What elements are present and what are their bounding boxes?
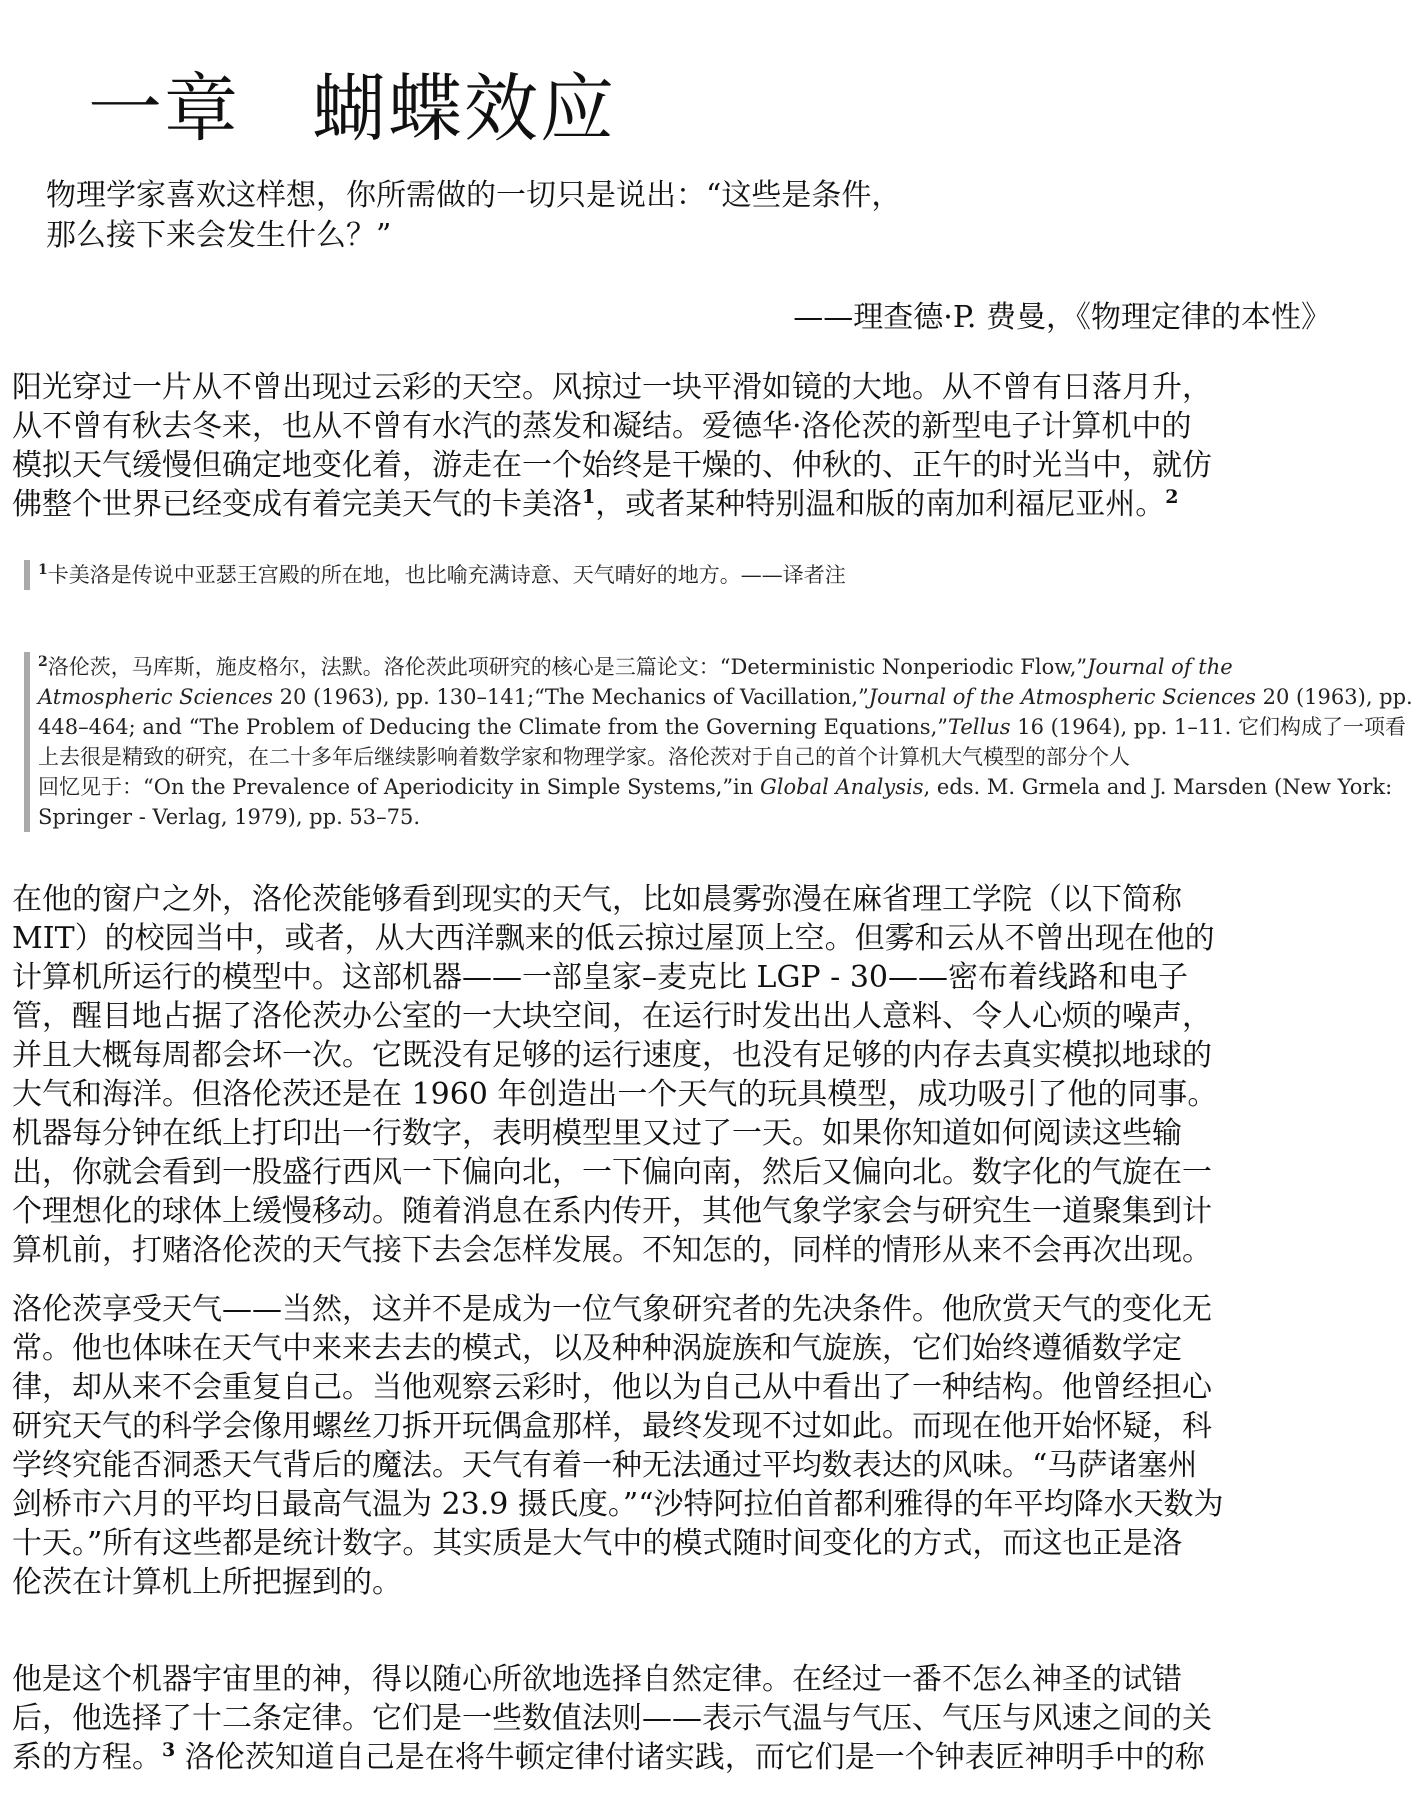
footnote-2 [24,652,1413,832]
footnote-line [38,560,1383,590]
text-line: 大气和海洋。但洛伦茨还是在 1960 年创造出一个天气的玩具模型，成功吸引了他的同事。 [12,1077,1218,1112]
text-line [12,485,1387,524]
epigraph-attribution: ——理查德·P. 费曼，《物理定律的本性》 [793,300,1331,335]
paragraph-4 [12,1660,1387,1777]
chapter-name: 蝴蝶效应 [312,66,616,152]
text-fragment: 448–464; and “The Problem of Deducing the Climate from the Governing Equations,” [38,715,948,739]
footnote-1 [24,560,1383,590]
text-line: 个理想化的球体上缓慢移动。随着消息在系内传开，其他气象学家会与研究生一道聚集到计 [12,1194,1212,1229]
footnote-ref-1[interactable]: 1 [582,486,596,508]
text-fragment: 系的方程。 [12,1740,162,1775]
text-line: 学终究能否洞悉天气背后的魔法。天气有着一种无法通过平均数表达的风味。“马萨诸塞州 [12,1448,1198,1483]
paragraph-2 [12,880,1387,1270]
epigraph [46,176,1326,256]
footnote-marker: 2 [38,654,48,670]
paragraph-3 [12,1290,1387,1602]
text-line: 计算机所运行的模型中。这部机器——一部皇家–麦克比 LGP - 30——密布着线路和电子 [12,960,1188,995]
footnote-ref-2[interactable]: 2 [1165,486,1179,508]
text-fragment: 洛伦茨知道自己是在将牛顿定律付诸实践，而它们是一个钟表匠神明手中的称 [175,1740,1205,1775]
footnote-marker: 1 [38,562,48,578]
epigraph-line: 那么接下来会发生什么？” [46,218,392,253]
text-line: 剑桥市六月的平均日最高气温为 23.9 摄氏度。”“沙特阿拉伯首都利雅得的年平均降水天数为 [12,1487,1224,1522]
text-line: 洛伦茨享受天气——当然，这并不是成为一位气象研究者的先决条件。他欣赏天气的变化无 [12,1292,1212,1327]
text-line: 在他的窗户之外，洛伦茨能够看到现实的天气，比如晨雾弥漫在麻省理工学院（以下简称 [12,882,1182,917]
text-fragment: 洛伦茨，马库斯，施皮格尔，法默。洛伦茨此项研究的核心是三篇论文：“Deterministic Nonperiodic Flow,” [47,655,1088,679]
footnote-line [38,772,1393,802]
footnote-ref-3[interactable]: 3 [162,1739,176,1761]
footnote-line [38,682,1413,712]
footnote-text: 卡美洛是传说中亚瑟王宫殿的所在地，也比喻充满诗意、天气晴好的地方。——译者注 [47,563,846,587]
text-fragment: 佛整个世界已经变成有着完美天气的卡美洛 [12,487,582,522]
text-fragment: 20 (1963), pp. [1255,685,1413,709]
text-line: 阳光穿过一片从不曾出现过云彩的天空。风掠过一块平滑如镜的大地。从不曾有日落月升， [12,370,1212,405]
text-line: 并且大概每周都会坏一次。它既没有足够的运行速度，也没有足够的内存去真实模拟地球的 [12,1038,1212,1073]
text-fragment: 回忆见于：“On the Prevalence of Aperiodicity in Simple Systems,”in [38,775,760,799]
journal-title: Journal of the Atmospheric Sciences [868,685,1256,709]
book-title: Global Analysis [759,775,924,799]
text-fragment: 20 (1963), pp. 130–141;“The Mechanics of Vacillation,” [272,685,869,709]
text-line: 管，醒目地占据了洛伦茨办公室的一大块空间，在运行时发出出人意料、令人心烦的噪声， [12,999,1212,1034]
footnote-line: Springer - Verlag, 1979), pp. 53–75. [38,805,421,829]
journal-title: Tellus [948,715,1011,739]
text-line: 算机前，打赌洛伦茨的天气接下去会怎样发展。不知怎的，同样的情形从来不会再次出现。 [12,1233,1212,1268]
text-line: 研究天气的科学会像用螺丝刀拆开玩偶盒那样，最终发现不过如此。而现在他开始怀疑，科 [12,1409,1212,1444]
text-fragment: 16 (1964), pp. 1–11. 它们构成了一项看 [1010,715,1406,739]
epigraph-line: 物理学家喜欢这样想，你所需做的一切只是说出：“这些是条件， [46,178,902,213]
journal-title: Atmospheric Sciences [38,685,273,709]
text-line: 他是这个机器宇宙里的神，得以随心所欲地选择自然定律。在经过一番不怎么神圣的试错 [12,1662,1182,1697]
text-line: 机器每分钟在纸上打印出一行数字，表明模型里又过了一天。如果你知道如何阅读这些输 [12,1116,1182,1151]
text-line: 后，他选择了十二条定律。它们是一些数值法则——表示气温与气压、气压与风速之间的关 [12,1701,1212,1736]
text-fragment: ，或者某种特别温和版的南加利福尼亚州。 [595,487,1166,522]
text-line [12,1738,1387,1777]
footnote-line [38,712,1406,742]
text-line: MIT）的校园当中，或者，从大西洋飘来的低云掠过屋顶上空。但雾和云从不曾出现在他的 [12,921,1215,956]
journal-title: Journal of the [1087,655,1233,679]
footnote-line: 上去很是精致的研究，在二十多年后继续影响着数学家和物理学家。洛伦茨对于自己的首个计算机大气模型的部分个人 [38,745,1130,769]
chapter-number: 一章 [88,66,240,152]
text-line: 十天。”所有这些都是统计数字。其实质是大气中的模式随时间变化的方式，而这也正是洛 [12,1526,1183,1561]
text-line: 出，你就会看到一股盛行西风一下偏向北，一下偏向南，然后又偏向北。数字化的气旋在一 [12,1155,1212,1190]
text-line: 律，却从来不会重复自己。当他观察云彩时，他以为自己从中看出了一种结构。他曾经担心 [12,1370,1212,1405]
text-line: 从不曾有秋去冬来，也从不曾有水汽的蒸发和凝结。爱德华·洛伦茨的新型电子计算机中的 [12,409,1192,444]
chapter-title [88,50,616,156]
text-line: 常。他也体味在天气中来来去去的模式，以及种种涡旋族和气旋族，它们始终遵循数学定 [12,1331,1182,1366]
text-line: 模拟天气缓慢但确定地变化着，游走在一个始终是干燥的、仲秋的、正午的时光当中，就仿 [12,448,1212,483]
footnote-line [38,652,1383,682]
text-line: 伦茨在计算机上所把握到的。 [12,1565,402,1600]
paragraph-1 [12,368,1387,524]
text-fragment: , eds. M. Grmela and J. Marsden (New York: [923,775,1393,799]
